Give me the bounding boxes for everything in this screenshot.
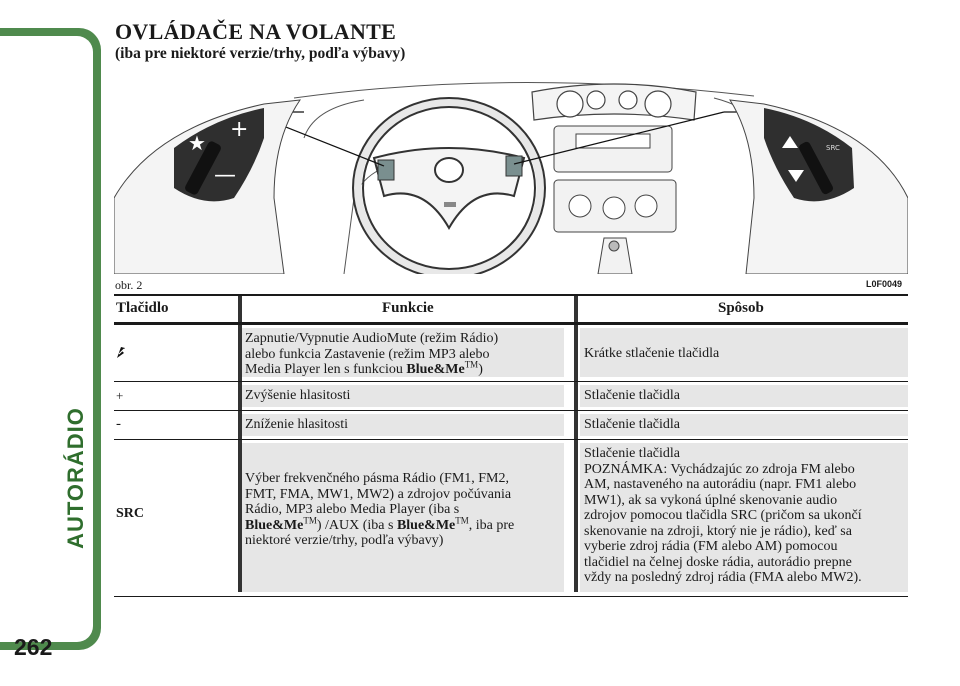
controls-table	[114, 296, 908, 597]
page-subtitle: (iba pre niektoré verzie/trhy, podľa výbavy)	[115, 45, 406, 62]
src-button-label: SRC	[116, 506, 145, 521]
table-row	[114, 382, 908, 411]
table-header	[114, 296, 908, 325]
steering-wheel	[353, 98, 545, 274]
steering-wheel-illustration	[114, 78, 908, 274]
section-label: AUTORÁDIO	[63, 407, 88, 549]
header-function: Funkcie	[382, 300, 434, 316]
plus-button-label: +	[116, 388, 124, 403]
method-cell: Krátke stlačenie tlačidla	[580, 328, 908, 377]
src-label: SRC	[826, 144, 840, 152]
page-number: 262	[14, 634, 53, 660]
left-controls-zoom	[114, 100, 300, 274]
function-cell: Zapnutie/Vypnutie AudioMute (režim Rádio) alebo funkcia Zastavenie (režim MP3 alebo Media Player len s funkciou Blue&Me™)	[242, 328, 564, 377]
figure-code: L0F0049	[866, 279, 903, 289]
figure-caption: obr. 2	[115, 278, 143, 292]
svg-text:★: ★	[188, 131, 206, 155]
table-row	[114, 440, 908, 597]
center-console	[554, 126, 676, 274]
minus-button-label: -	[116, 416, 121, 432]
mute-icon	[116, 345, 126, 364]
method-cell: Stlačenie tlačidla	[580, 385, 908, 407]
function-cell: Zvýšenie hlasitosti	[242, 385, 564, 407]
page-title: OVLÁDAČE NA VOLANTE	[115, 19, 397, 44]
svg-text:+: +	[230, 117, 249, 142]
header-method: Spôsob	[718, 300, 764, 316]
function-cell: Zníženie hlasitosti	[242, 414, 564, 436]
table-row	[114, 325, 908, 382]
function-cell: Výber frekvenčného pásma Rádio (FM1, FM2, FMT, FMA, MW1, MW2) a zdrojov počúvania Rádio, MP3 alebo Media Player (iba s Blue&Me™) /AUX (iba s Blue&Me™, iba pre niektoré verzie/trhy, podľa výbavy)	[242, 443, 564, 592]
right-controls-zoom	[730, 100, 908, 274]
svg-text:—: —	[214, 163, 236, 188]
method-cell: Stlačenie tlačidla POZNÁMKA: Vychádzajúc zo zdroja FM alebo AM, nastaveného na autorádiu (napr. FM1 alebo MW1), ak sa vykoná úplné skenovanie audio zdrojov pomocou tlačidla SRC (pričom sa ukončí skenovanie na zdroji, ktorý nie je rádio), keď sa vyberie zdroj rádia (FM alebo AM) pomocou tlačidiel na čelnej doske rádia, autorádio prepne vždy na posledný zdroj rádia (FMA alebo MW2).	[580, 443, 908, 592]
table-row	[114, 411, 908, 440]
instrument-cluster	[532, 84, 696, 120]
method-cell: Stlačenie tlačidla	[580, 414, 908, 436]
header-button: Tlačidlo	[116, 300, 169, 316]
